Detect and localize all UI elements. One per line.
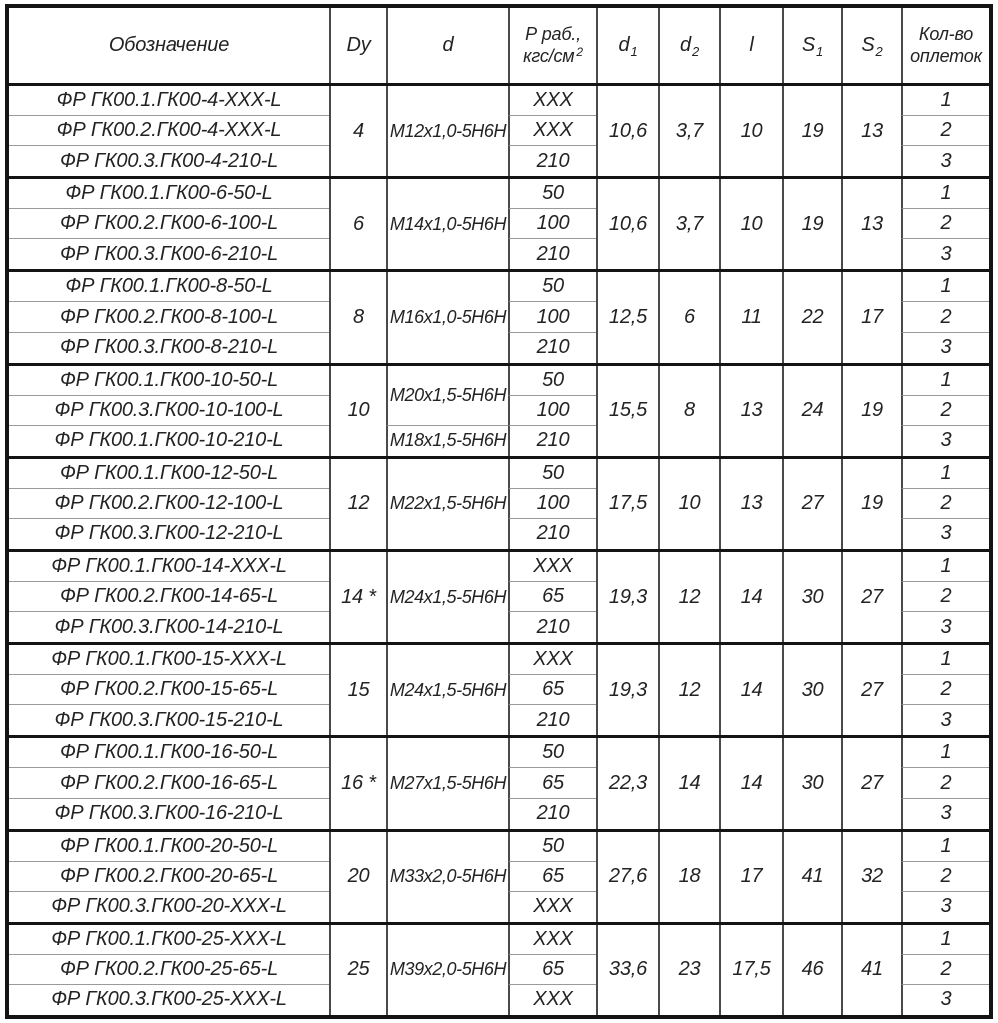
dim-l-cell: 14 (719, 738, 782, 828)
designation-cell: ФР ГК00.1.ГК00-12-50-L (9, 459, 329, 489)
dim-d1-cell: 10,6 (596, 86, 658, 176)
pressure-cell: ХХХ (508, 86, 596, 116)
dy-cell: 10 (329, 366, 386, 456)
col-header-designation (9, 8, 329, 83)
pressure-cell: ХХХ (508, 985, 596, 1015)
dy-cell: 25 (329, 925, 386, 1015)
spec-block-9 (9, 829, 989, 922)
braid-count-cell: 1 (901, 86, 989, 116)
braid-count-cell: 1 (901, 459, 989, 489)
braid-count-cell: 3 (901, 705, 989, 735)
spec-block-1 (9, 86, 989, 176)
pressure-cell: 210 (508, 612, 596, 642)
dim-s1-cell: 30 (782, 645, 841, 735)
dy-cell: 20 (329, 832, 386, 922)
dim-s2-cell: 17 (841, 272, 901, 362)
braid-count-cell: 3 (901, 799, 989, 829)
dim-s1-cell: 19 (782, 86, 841, 176)
dim-s1-cell: 46 (782, 925, 841, 1015)
braid-count-cell: 2 (901, 489, 989, 519)
braid-count-cell: 1 (901, 179, 989, 209)
designation-cell: ФР ГК00.2.ГК00-15-65-L (9, 675, 329, 705)
pressure-cell: 65 (508, 768, 596, 798)
dim-l-cell: 17,5 (719, 925, 782, 1015)
spec-block-7 (9, 642, 989, 735)
dy-cell: 4 (329, 86, 386, 176)
designation-cell: ФР ГК00.3.ГК00-12-210-L (54, 522, 284, 545)
pressure-cell: 210 (508, 239, 596, 269)
braid-count-cell: 3 (901, 519, 989, 549)
col-header-pressure (508, 8, 596, 83)
dim-d2-cell: 6 (658, 272, 719, 362)
thread-cell: M27x1,5-5Н6Н (386, 738, 508, 828)
designation-cell: ФР ГК00.1.ГК00-10-210-L (54, 429, 284, 452)
thread-cell: M22x1,5-5Н6Н (386, 459, 508, 549)
dim-s2-cell: 13 (841, 86, 901, 176)
dim-d2-cell: 14 (658, 738, 719, 828)
thread-cell: M20x1,5-5Н6Н (386, 366, 508, 426)
designation-cell: ФР ГК00.1.ГК00-15-ХХХ-L (9, 645, 329, 675)
col-header-l: l (719, 8, 782, 83)
pressure-cell: 210 (508, 426, 596, 456)
braid-count-cell: 3 (901, 426, 989, 456)
dim-s2-cell: 13 (841, 179, 901, 269)
designation-cell: ФР ГК00.3.ГК00-20-ХХХ-L (51, 895, 287, 918)
braid-count-header-line2: оплеток (910, 45, 982, 66)
braid-count-cell: 1 (901, 366, 989, 396)
braid-count-cell: 3 (901, 612, 989, 642)
dim-d2-cell: 3,7 (658, 179, 719, 269)
table-header (9, 8, 989, 86)
pressure-cell: ХХХ (508, 552, 596, 582)
braid-count-cell: 1 (901, 552, 989, 582)
dim-s2-cell: 27 (841, 738, 901, 828)
braid-count-cell: 3 (901, 333, 989, 363)
dy-cell: 8 (329, 272, 386, 362)
braid-count-cell: 2 (901, 116, 989, 146)
dim-d1-cell: 10,6 (596, 179, 658, 269)
thread-cell: M33x2,0-5Н6Н (386, 832, 508, 922)
dim-s1-cell: 41 (782, 832, 841, 922)
dim-s2-cell: 27 (841, 552, 901, 642)
braid-count-cell: 3 (901, 146, 989, 176)
col-header-dy-label: Dy (346, 34, 371, 56)
dy-cell: 15 (329, 645, 386, 735)
pressure-cell: ХХХ (508, 925, 596, 955)
dim-s1-cell: 27 (782, 459, 841, 549)
dim-s1-cell: 30 (782, 552, 841, 642)
braid-count-cell: 1 (901, 272, 989, 302)
pressure-cell: ХХХ (508, 645, 596, 675)
dim-s2-cell: 41 (841, 925, 901, 1015)
dim-d1-cell: 27,6 (596, 832, 658, 922)
pressure-cell: 50 (508, 272, 596, 302)
designation-cell: ФР ГК00.3.ГК00-8-210-L (59, 336, 279, 359)
dy-cell: 16 * (329, 738, 386, 828)
dy-cell: 6 (329, 179, 386, 269)
dim-s2-cell: 19 (841, 459, 901, 549)
col-header-s1: S 1 (782, 8, 841, 83)
designation-cell: ФР ГК00.3.ГК00-4-210-L (59, 149, 279, 172)
designation-cell: ФР ГК00.3.ГК00-10-100-L (9, 396, 329, 426)
col-header-d (386, 8, 508, 83)
dim-l-cell: 10 (719, 86, 782, 176)
dim-l-cell: 17 (719, 832, 782, 922)
dim-l-cell: 14 (719, 645, 782, 735)
designation-cell: ФР ГК00.1.ГК00-4-ХХХ-L (9, 86, 329, 116)
braid-count-cell: 1 (901, 738, 989, 768)
designation-cell: ФР ГК00.1.ГК00-10-50-L (9, 366, 329, 396)
pressure-cell: 210 (508, 705, 596, 735)
dim-d2-cell: 23 (658, 925, 719, 1015)
pressure-cell: 50 (508, 459, 596, 489)
pressure-cell: 65 (508, 862, 596, 892)
pressure-header-superscript: 2 (576, 44, 583, 59)
dim-d2-cell: 8 (658, 366, 719, 456)
braid-count-cell: 2 (901, 862, 989, 892)
dim-l-cell: 14 (719, 552, 782, 642)
spec-block-2 (9, 176, 989, 269)
pressure-cell: 100 (508, 302, 596, 332)
dim-d1-cell: 12,5 (596, 272, 658, 362)
pressure-cell: 65 (508, 582, 596, 612)
braid-count-cell: 2 (901, 582, 989, 612)
dim-l-cell: 13 (719, 459, 782, 549)
dim-d1-cell: 19,3 (596, 552, 658, 642)
pressure-cell: 100 (508, 489, 596, 519)
dim-d1-cell: 33,6 (596, 925, 658, 1015)
spec-block-8 (9, 735, 989, 828)
col-header-d2: d 2 (658, 8, 719, 83)
pressure-cell: ХХХ (508, 892, 596, 922)
braid-count-cell: 3 (901, 892, 989, 922)
braid-count-header-line1: Кол-во (918, 23, 974, 44)
dim-s2-cell: 32 (841, 832, 901, 922)
designation-cell: ФР ГК00.2.ГК00-14-65-L (9, 582, 329, 612)
pressure-cell: ХХХ (508, 116, 596, 146)
spec-block-4 (9, 363, 989, 456)
dim-d1-cell: 17,5 (596, 459, 658, 549)
designation-cell: ФР ГК00.3.ГК00-25-ХХХ-L (51, 988, 287, 1011)
dim-l-cell: 13 (719, 366, 782, 456)
designation-cell: ФР ГК00.2.ГК00-25-65-L (9, 955, 329, 985)
dim-s2-cell: 27 (841, 645, 901, 735)
braid-count-cell: 2 (901, 209, 989, 239)
designation-cell: ФР ГК00.1.ГК00-20-50-L (9, 832, 329, 862)
designation-cell: ФР ГК00.1.ГК00-6-50-L (9, 179, 329, 209)
dim-d1-cell: 22,3 (596, 738, 658, 828)
designation-cell: ФР ГК00.2.ГК00-6-100-L (9, 209, 329, 239)
spec-table (5, 4, 993, 1019)
col-header-s2: S 2 (841, 8, 901, 83)
pressure-cell: 50 (508, 179, 596, 209)
dim-d2-cell: 3,7 (658, 86, 719, 176)
designation-cell: ФР ГК00.1.ГК00-14-ХХХ-L (9, 552, 329, 582)
designation-cell: ФР ГК00.3.ГК00-14-210-L (54, 615, 284, 638)
pressure-cell: 50 (508, 366, 596, 396)
dim-d2-cell: 10 (658, 459, 719, 549)
braid-count-cell: 2 (901, 768, 989, 798)
spec-block-10 (9, 922, 989, 1015)
dim-d2-cell: 12 (658, 552, 719, 642)
braid-count-cell: 1 (901, 645, 989, 675)
pressure-header-line1: Р раб., (525, 23, 581, 44)
spec-block-3 (9, 269, 989, 362)
thread-cell: M16x1,0-5Н6Н (386, 272, 508, 362)
pressure-cell: 65 (508, 955, 596, 985)
dim-l-cell: 11 (719, 272, 782, 362)
designation-cell: ФР ГК00.3.ГК00-16-210-L (54, 802, 284, 825)
dim-d2-cell: 18 (658, 832, 719, 922)
thread-cell: M12x1,0-5Н6Н (386, 86, 508, 176)
col-header-d1: d 1 (596, 8, 658, 83)
pressure-header-line2: кгс/см $^2$ (523, 44, 583, 66)
pressure-cell: 210 (508, 799, 596, 829)
pressure-cell: 50 (508, 738, 596, 768)
pressure-cell: 100 (508, 396, 596, 426)
braid-count-cell: 3 (901, 985, 989, 1015)
pressure-cell: 210 (508, 146, 596, 176)
thread-cell: M24x1,5-5Н6Н (386, 645, 508, 735)
braid-count-cell: 2 (901, 675, 989, 705)
dim-l-cell: 10 (719, 179, 782, 269)
designation-cell: ФР ГК00.3.ГК00-15-210-L (54, 708, 284, 731)
pressure-cell: 210 (508, 333, 596, 363)
dim-d1-cell: 15,5 (596, 366, 658, 456)
designation-cell: ФР ГК00.2.ГК00-8-100-L (9, 302, 329, 332)
dy-cell: 12 (329, 459, 386, 549)
braid-count-cell: 1 (901, 832, 989, 862)
thread-cell: M39x2,0-5Н6Н (386, 925, 508, 1015)
designation-cell: ФР ГК00.2.ГК00-16-65-L (9, 768, 329, 798)
thread-cell: M24x1,5-5Н6Н (386, 552, 508, 642)
dim-s1-cell: 24 (782, 366, 841, 456)
designation-cell: ФР ГК00.1.ГК00-8-50-L (9, 272, 329, 302)
pressure-cell: 50 (508, 832, 596, 862)
dim-s1-cell: 22 (782, 272, 841, 362)
spec-block-5 (9, 456, 989, 549)
braid-count-cell: 2 (901, 302, 989, 332)
braid-count-cell: 3 (901, 239, 989, 269)
col-header-dy (329, 8, 386, 83)
col-header-braid-count (901, 8, 989, 83)
designation-cell: ФР ГК00.2.ГК00-4-ХХХ-L (9, 116, 329, 146)
designation-cell: ФР ГК00.2.ГК00-12-100-L (9, 489, 329, 519)
spec-block-6 (9, 549, 989, 642)
col-header-designation-label: Обозначение (108, 34, 230, 56)
designation-cell: ФР ГК00.2.ГК00-20-65-L (9, 862, 329, 892)
pressure-cell: 65 (508, 675, 596, 705)
designation-cell: ФР ГК00.3.ГК00-6-210-L (59, 242, 279, 265)
braid-count-cell: 2 (901, 396, 989, 426)
braid-count-cell: 2 (901, 955, 989, 985)
thread-cell: M18x1,5-5Н6Н (386, 426, 508, 456)
dim-s1-cell: 30 (782, 738, 841, 828)
col-header-d-label: d (442, 34, 454, 56)
dim-s1-cell: 19 (782, 179, 841, 269)
dim-s2-cell: 19 (841, 366, 901, 456)
dy-cell: 14 * (329, 552, 386, 642)
designation-cell: ФР ГК00.1.ГК00-16-50-L (9, 738, 329, 768)
designation-cell: ФР ГК00.1.ГК00-25-ХХХ-L (9, 925, 329, 955)
braid-count-cell: 1 (901, 925, 989, 955)
pressure-cell: 210 (508, 519, 596, 549)
table-body (9, 86, 989, 1015)
dim-d1-cell: 19,3 (596, 645, 658, 735)
thread-cell: M14x1,0-5Н6Н (386, 179, 508, 269)
pressure-cell: 100 (508, 209, 596, 239)
dim-d2-cell: 12 (658, 645, 719, 735)
